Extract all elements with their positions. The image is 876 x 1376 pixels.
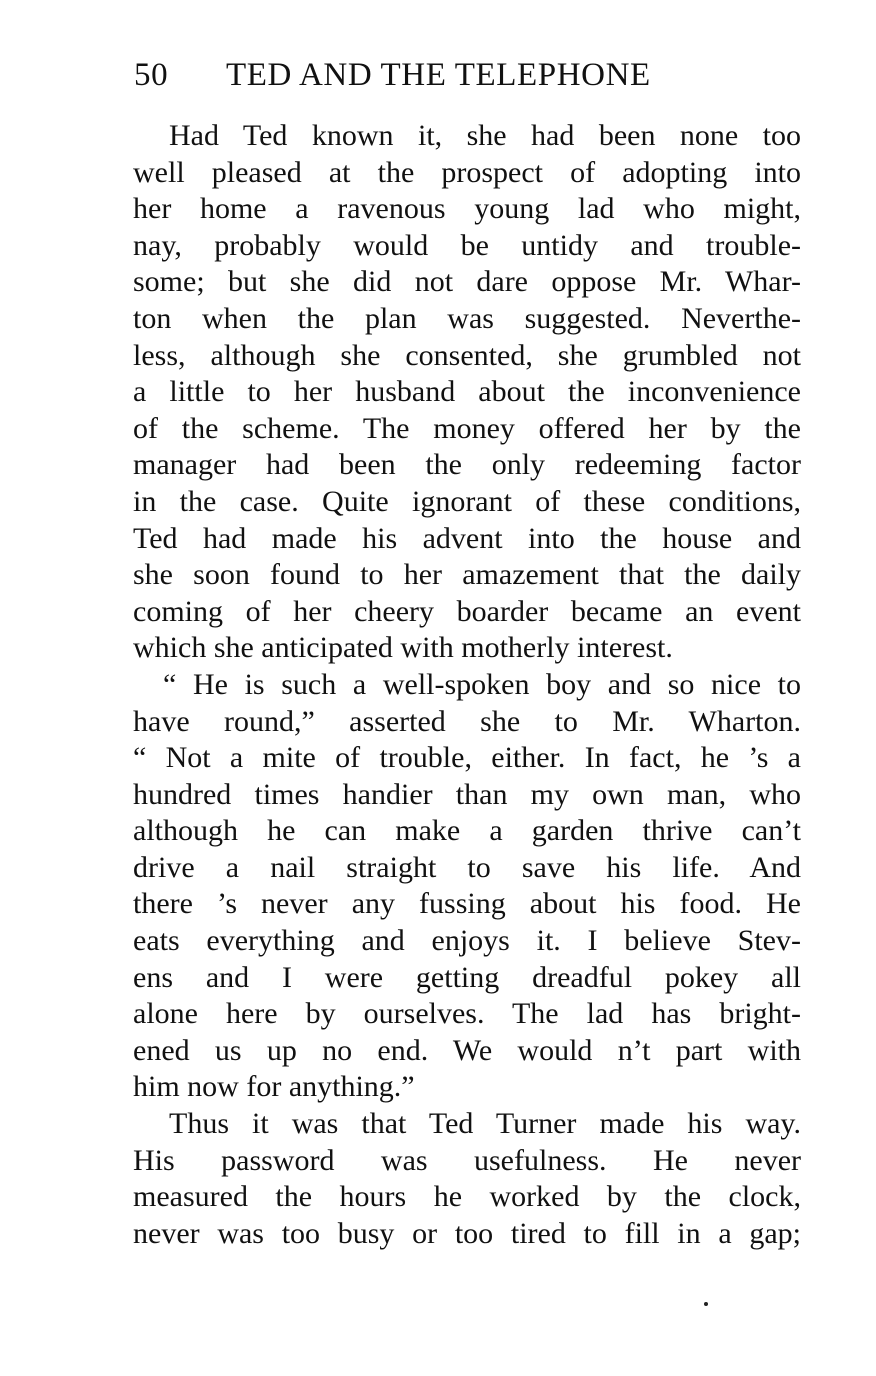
text-line: nay, probably would be untidy and trouble- [133,228,801,262]
body-text [133,118,801,1252]
text-line: “ He is such a well-spoken boy and so nice to [163,667,801,701]
text-line: manager had been the only redeeming factor [133,448,801,482]
text-line: Thus it was that Ted Turner made his way. [169,1107,801,1141]
text-line: her home a ravenous young lad who might, [133,192,801,226]
text-line: measured the hours he worked by the clock, [133,1180,801,1214]
text-line: which she anticipated with motherly interest. [133,631,673,665]
text-line: ened us up no end. We would n’t part with [133,1033,801,1067]
page-number: 50 [134,57,169,93]
running-header [134,52,734,98]
text-line: alone here by ourselves. The lad has bright- [133,997,801,1031]
text-line: never was too busy or too tired to fill in a gap; [133,1216,801,1250]
text-line: hundred times handier than my own man, who [133,777,801,811]
text-line: she soon found to her amazement that the daily [133,558,801,592]
text-line: there ’s never any fussing about his food. He [133,887,801,921]
text-line: less, although she consented, she grumbled not [133,338,801,372]
text-line: of the scheme. The money offered her by the [133,411,801,445]
text-line: him now for anything.” [133,1070,415,1104]
text-line: eats everything and enjoys it. I believe Stev- [133,924,801,958]
text-line: some; but she did not dare oppose Mr. Whar- [133,265,801,299]
text-line: although he can make a garden thrive can’t [133,814,801,848]
print-speck [704,1302,708,1306]
text-line: Had Ted known it, she had been none too [169,119,801,152]
text-line: His password was usefulness. He never [133,1143,801,1177]
running-title: TED AND THE TELEPHONE [226,57,651,93]
text-line: ton when the plan was suggested. Neverthe- [133,301,801,335]
text-line: in the case. Quite ignorant of these conditions, [133,484,801,518]
text-line: ens and I were getting dreadful pokey all [133,960,801,994]
text-line: “ Not a mite of trouble, either. In fact, he ’s a [133,741,801,775]
text-line: coming of her cheery boarder became an event [133,594,801,628]
text-line: have round,” asserted she to Mr. Wharton. [133,704,801,738]
text-line: well pleased at the prospect of adopting into [133,155,801,189]
text-line: Ted had made his advent into the house and [133,521,801,555]
text-line: a little to her husband about the inconvenience [133,375,801,409]
text-line: drive a nail straight to save his life. And [133,850,801,884]
